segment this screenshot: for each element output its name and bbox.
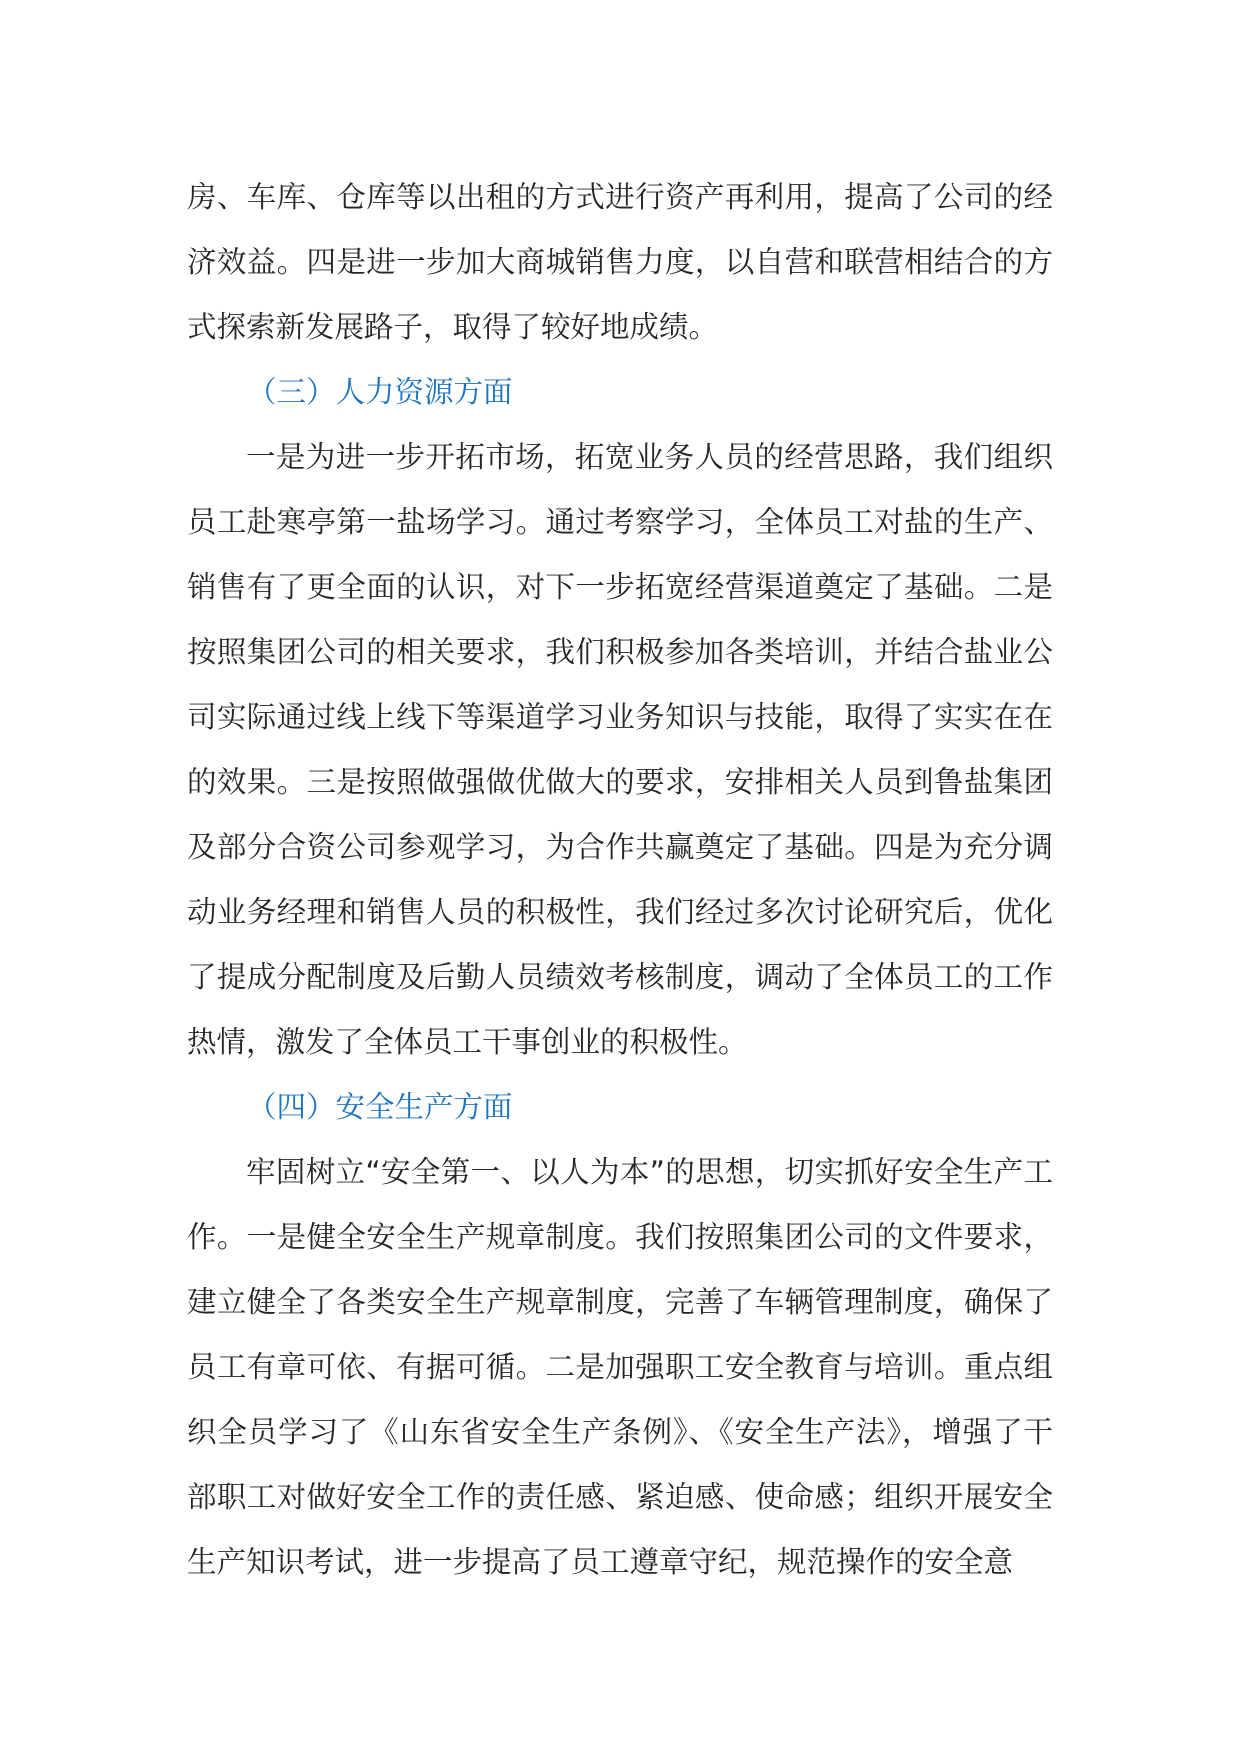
paragraph-human-resources: 一是为进一步开拓市场，拓宽业务人员的经营思路，我们组织员工赴寒亭第一盐场学习。通过考察学习，全体员工对盐的生产、销售有了更全面的认识，对下一步拓宽经营渠道奠定了基础。二是按照集团公司的相关要求，我们积极参加各类培训，并结合盐业公司实际通过线上线下等渠道学习业务知识与技能，取得了实实在在的效果。三是按照做强做优做大的要求，安排相关人员到鲁盐集团及部分合资公司参观学习，为合作共赢奠定了基础。四是为充分调动业务经理和销售人员的积极性，我们经过多次讨论研究后，优化了提成分配制度及后勤人员绩效考核制度，调动了全体员工的工作热情，激发了全体员工干事创业的积极性。 xyxy=(187,440,1053,1059)
paragraph-continuation: 房、车库、仓库等以出租的方式进行资产再利用，提高了公司的经济效益。四是进一步加大商城销售力度，以自营和联营相结合的方式探索新发展路子，取得了较好地成绩。 xyxy=(187,180,1053,344)
section-heading-human-resources: （三）人力资源方面 xyxy=(247,375,513,409)
section-heading-safety-production: （四）安全生产方面 xyxy=(247,1090,513,1124)
paragraph-safety-production: 牢固树立“安全第一、以人为本”的思想，切实抓好安全生产工作。一是健全安全生产规章制度。我们按照集团公司的文件要求，建立健全了各类安全生产规章制度，完善了车辆管理制度，确保了员工有章可依、有据可循。二是加强职工安全教育与培训。重点组织全员学习了《山东省安全生产条例》、《安全生产法》，增强了干部职工对做好安全工作的责任感、紧迫感、使命感；组织开展安全生产知识考试，进一步提高了员工遵章守纪，规范操作的安全意 xyxy=(187,1155,1053,1579)
document-body xyxy=(187,165,1053,1595)
